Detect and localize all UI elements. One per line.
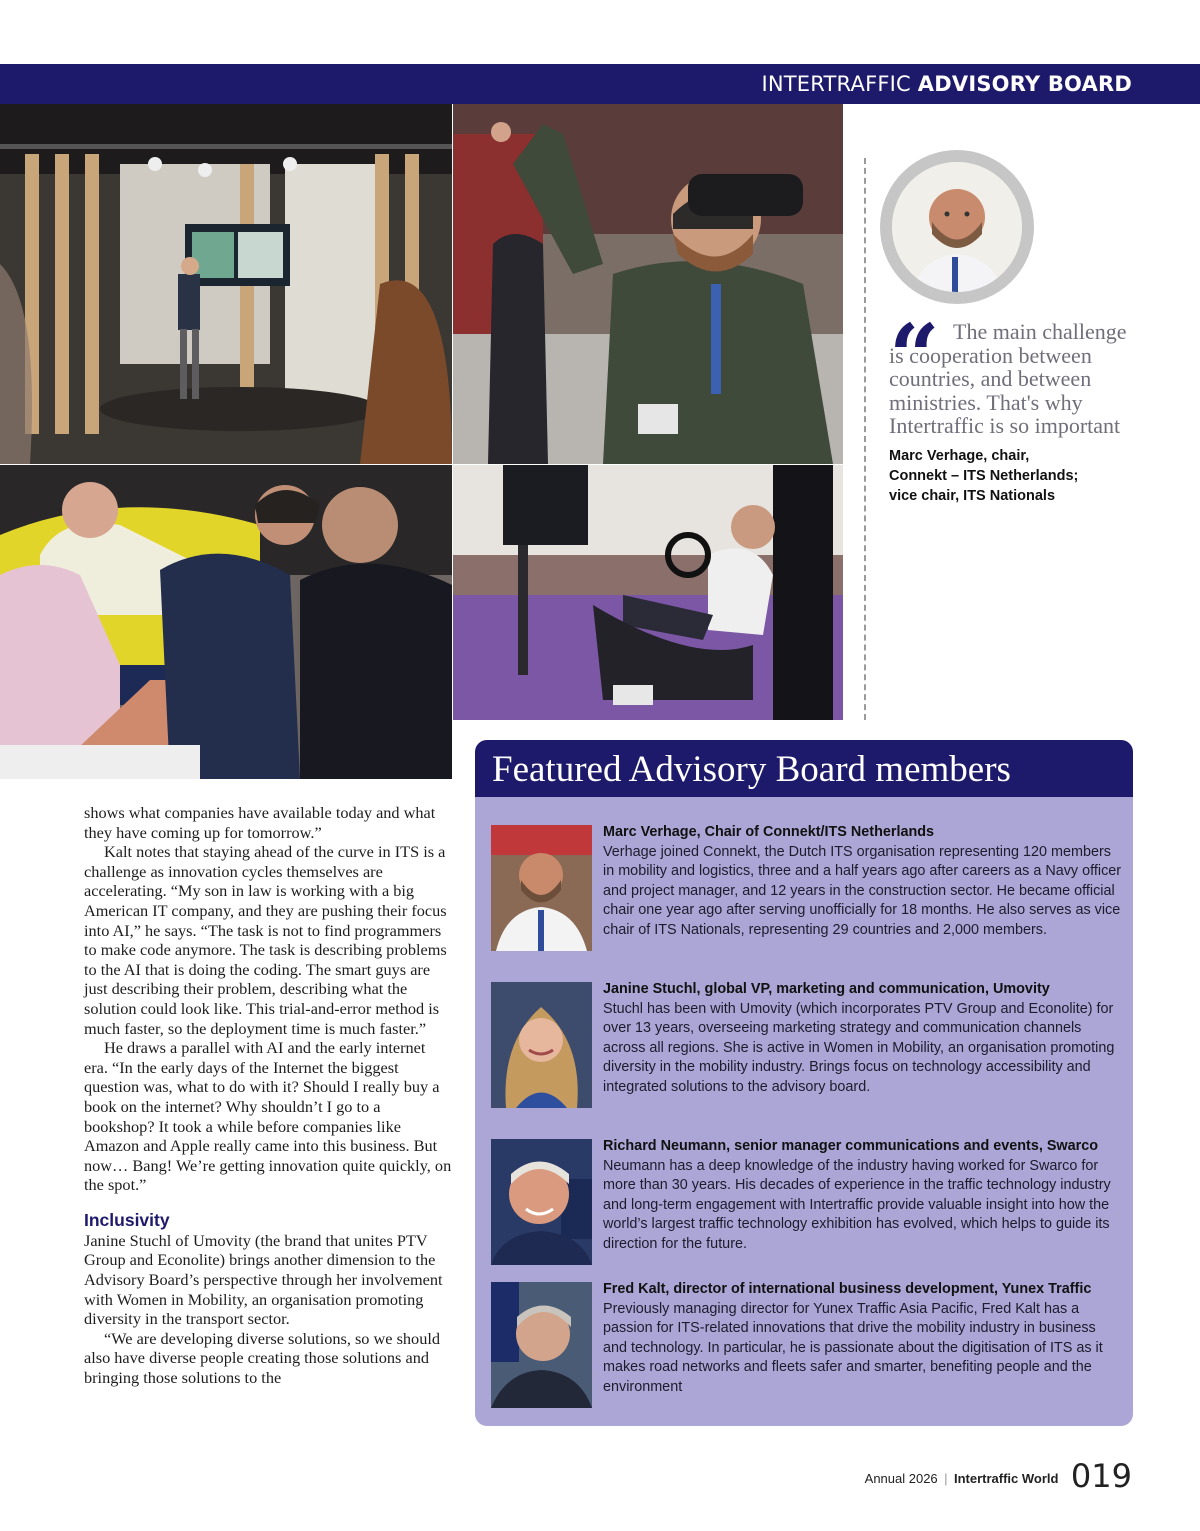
member-bio: Neumann has a deep knowledge of the industry having worked for Swarco for more than 30 years. His decades of experience in the traffic technology industry and long-term engagement with Intertraffic provide valuable insight into how the world’s largest traffic technology exhibition has evolved, which helps to guide its direction for the future. — [603, 1157, 1111, 1252]
exhibition-booth-photo — [0, 465, 452, 779]
attribution-line: Marc Verhage, chair, — [889, 447, 1030, 464]
article-paragraph: Kalt notes that staying ahead of the curve in ITS is a challenge as innovation cycles themselves are accelerating. “My son in law is working with a big American IT company, and they are pushing their focus into AI,” he says. “The task is not to find programmers to make code anymore. The task is describing problems to the AI that is doing the coding. The smart guys are just describing their problem, describing what the solution could look like. This trial-and-error method is much faster, so the deployment time is much faster.” — [84, 842, 447, 1038]
article-paragraph: He draws a parallel with AI and the early internet era. “In the early days of the Internet the biggest question was, what to do with it? Should I really buy a book on the internet? Why shouldn’t I go to a bookshop? It took a while before companies like Amazon and Apple really came into this business. But now… Bang! We’re getting innovation quite quickly, on the spot.” — [84, 1038, 452, 1195]
featured-header — [475, 740, 1133, 797]
footer-issue: Annual 2026 — [864, 1471, 938, 1486]
stage-photo — [0, 104, 452, 464]
attribution-line: Connekt – ITS Netherlands; — [889, 467, 1079, 484]
pull-quote-text: The main challenge is cooperation between countries, and between ministries. That's why Intertraffic is so important — [889, 319, 1127, 438]
page-number: 019 — [1070, 1457, 1132, 1495]
quote-portrait — [880, 150, 1034, 304]
footer-separator: | — [944, 1471, 948, 1486]
member-name: Fred Kalt, director of international business development, Yunex Traffic — [603, 1281, 1092, 1297]
quote-mark-icon: “ — [889, 304, 940, 408]
member-name: Marc Verhage, Chair of Connekt/ITS Netherlands — [603, 824, 935, 840]
driving-simulator-photo — [453, 465, 843, 720]
featured-title: Featured Advisory Board members — [492, 749, 1011, 790]
article-paragraph: “We are developing diverse solutions, so we should also have diverse people creating those solutions and bringing those solutions to the — [84, 1328, 440, 1388]
member-photo — [491, 825, 592, 951]
article-paragraph: shows what companies have available today and what they have coming up for tomorrow.” — [84, 803, 436, 842]
vr-headset-photo — [453, 104, 843, 464]
member-name: Richard Neumann, senior manager communications and events, Swarco — [603, 1138, 1099, 1154]
dashed-divider — [864, 158, 866, 720]
pull-quote-attribution — [889, 446, 1129, 506]
article-paragraph: Janine Stuchl of Umovity (the brand that unites PTV Group and Econolite) brings another dimension to the Advisory Board’s perspective through her involvement with Women in Mobility, an organisation promoting diversity in the transport sector. — [84, 1230, 443, 1329]
footer-magazine: Intertraffic World — [953, 1471, 1059, 1486]
article-body — [84, 803, 452, 1388]
featured-members-box — [475, 740, 1133, 1426]
article-subhead: Inclusivity — [84, 1209, 170, 1230]
pull-quote — [889, 304, 1129, 506]
member-bio: Previously managing director for Yunex Traffic Asia Pacific, Fred Kalt has a passion for ITS-related innovations that drive the mobility industry in business and technology. In particular, he is passionate about the digitisation of ITS as it makes road networks and fleets safer and smarter, benefiting people and the environment — [603, 1300, 1103, 1395]
attribution-line: vice chair, ITS Nationals — [889, 487, 1056, 504]
section-header-band — [0, 64, 1200, 104]
section-title-light: INTERTRAFFIC — [761, 72, 911, 96]
page-footer — [865, 1457, 1132, 1495]
member-name: Janine Stuchl, global VP, marketing and communication, Umovity — [603, 981, 1050, 997]
member-bio: Stuchl has been with Umovity (which incorporates PTV Group and Econolite) for over 13 years, overseeing marketing strategy and communication channels across all regions. She is active in Women in Mobility, an organisation promoting diversity in the mobility industry. Brings focus on technology accessibility and integrated solutions to the advisory board. — [603, 1000, 1115, 1095]
section-title-bold: ADVISORY BOARD — [917, 72, 1132, 96]
member-photo — [491, 1139, 592, 1265]
member-photo — [491, 1282, 592, 1408]
member-bio: Verhage joined Connekt, the Dutch ITS organisation representing 120 members in mobility and logistics, three and a half years ago after careers as a Navy officer and project manager, and 12 years in the construction sector. He became official chair one year ago after serving unofficially for 18 months. He also serves as vice chair of ITS Nationals, representing 29 countries and 2,000 members. — [603, 843, 1122, 938]
member-photo — [491, 982, 592, 1108]
section-title — [761, 72, 1132, 96]
